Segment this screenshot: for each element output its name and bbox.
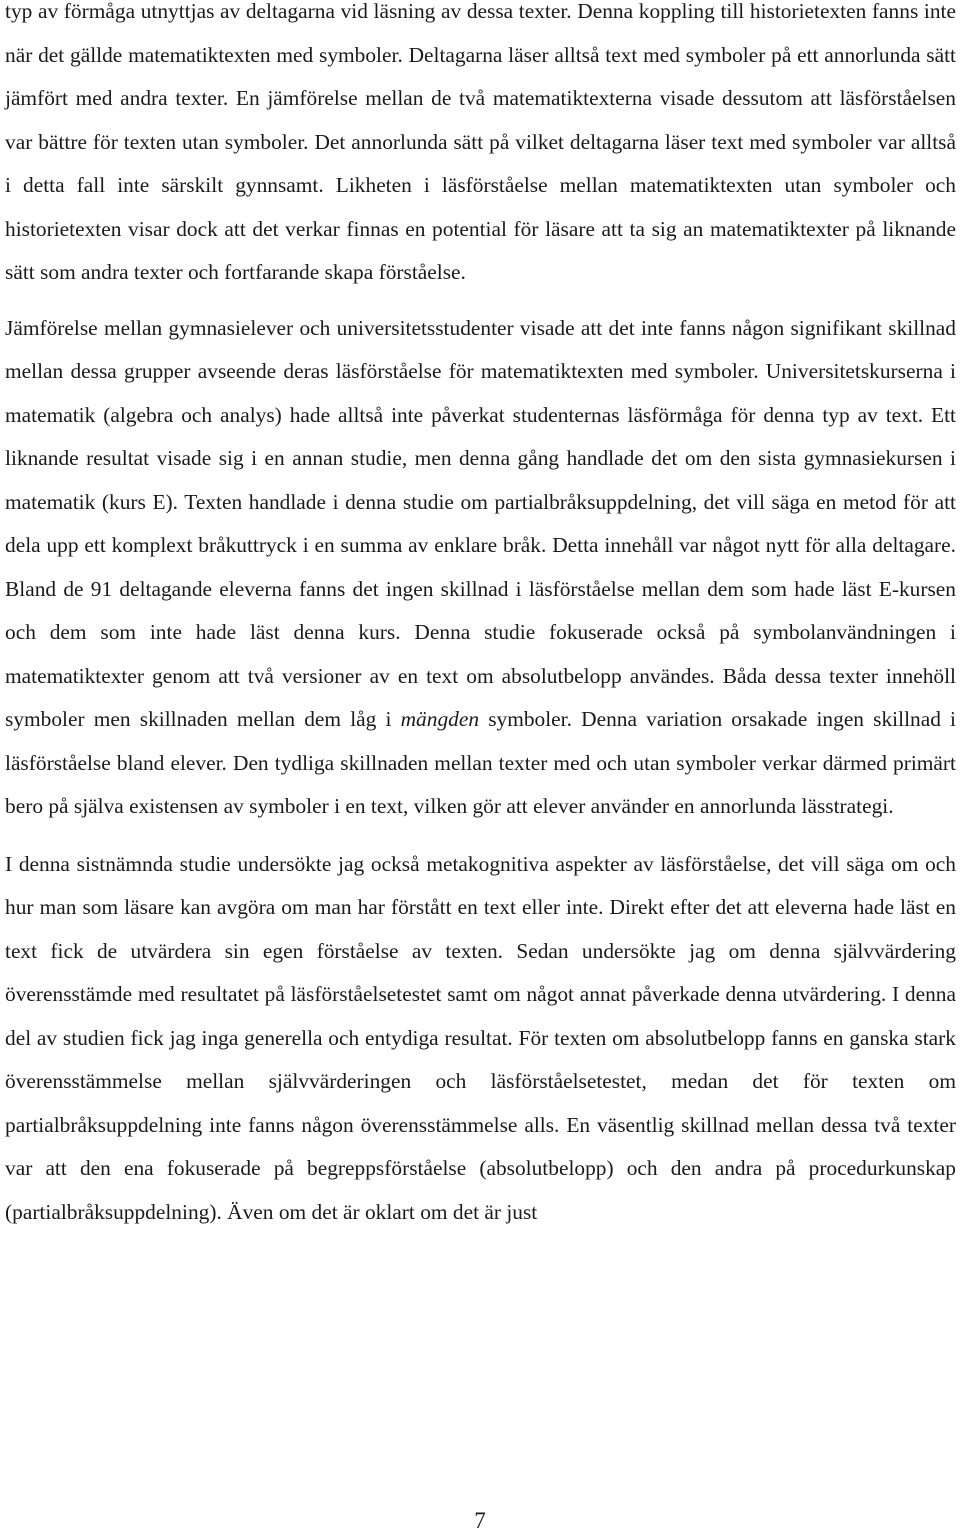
paragraph-text: symboler. Denna variation orsakade ingen skillnad i läsförståelse bland elever. Den tydliga skillnaden mellan texter med och utan symboler verkar därmed primärt bero på själva existensen av symboler i en text, vilken gör att elever använder en annorlunda lässtrategi. — [5, 707, 957, 818]
document-page — [5, 0, 956, 1234]
paragraph-symbol-reading — [5, 0, 956, 295]
emphasized-word: mängden — [400, 707, 480, 731]
page-number: 7 — [474, 1508, 486, 1533]
paragraph-metacognition — [5, 843, 956, 1235]
paragraph-text: Jämförelse mellan gymnasielever och universitetsstudenter visade att det inte fanns någon signifikant skillnad mellan dessa grupper avseende deras läsförståelse för matematiktexten med symboler. Universitetskurserna i matematik (algebra och analys) hade alltså inte påverkat studenternas läsförmåga för denna typ av text. Ett liknande resultat visade sig i en annan studie, men denna gång handlade det om den sista gymnasiekursen i matematik (kurs E). Texten handlade i denna studie om partialbråksuppdelning, det vill säga en metod för att dela upp ett komplext bråkuttryck i en summa av enklare bråk. Detta innehåll var något nytt för alla deltagare. Bland de 91 deltagande eleverna fanns det ingen skillnad i läsförståelse mellan dem som hade läst E-kursen och dem som inte hade läst denna kurs. Denna studie fokuserade också på symbolanvändningen i matematiktexter genom att två versioner av en text om absolutbelopp användes. Båda dessa texter innehöll symboler men skillnaden mellan dem låg i — [5, 315, 956, 731]
paragraph-text: I denna sistnämnda studie undersökte jag också metakognitiva aspekter av läsförståelse, det vill säga om och hur man som läsare kan avgöra om man har förstått en text eller inte. Direkt efter det att eleverna hade läst en text fick de utvärdera sin egen förståelse av texten. Sedan undersökte jag om denna självvärdering överensstämde med resultatet på läsförståelsetestet samt om något annat påverkade denna utvärdering. I denna del av studien fick jag inga generella och entydiga resultat. För texten om absolutbelopp fanns en ganska stark överensstämmelse mellan självvärderingen och läsförståelsetestet, medan det för texten om partialbråksuppdelning inte fanns någon överensstämmelse alls. En väsentlig skillnad mellan dessa två texter var att den ena fokuserade på begreppsförståelse (absolutbelopp) och den andra på procedurkunskap (partialbråksuppdelning). Även om det är oklart om det är just — [5, 851, 956, 1224]
paragraph-text: typ av förmåga utnyttjas av deltagarna vid läsning av dessa texter. Denna koppling till historietexten fanns inte när det gällde matematiktexten med symboler. Deltagarna läser alltså text med symboler på ett annorlunda sätt jämfört med andra texter. En jämförelse mellan de två matematiktexterna visade dessutom att läsförståelsen var bättre för texten utan symboler. Det annorlunda sätt på vilket deltagarna läser text med symboler var alltså i detta fall inte särskilt gynnsamt. Likheten i läsförståelse mellan matematiktexten utan symboler och historietexten visar dock att det verkar finnas en potential för läsare att ta sig an matematiktexter på liknande sätt som andra texter och fortfarande skapa förståelse. — [5, 0, 956, 284]
paragraph-student-comparison — [5, 307, 956, 829]
